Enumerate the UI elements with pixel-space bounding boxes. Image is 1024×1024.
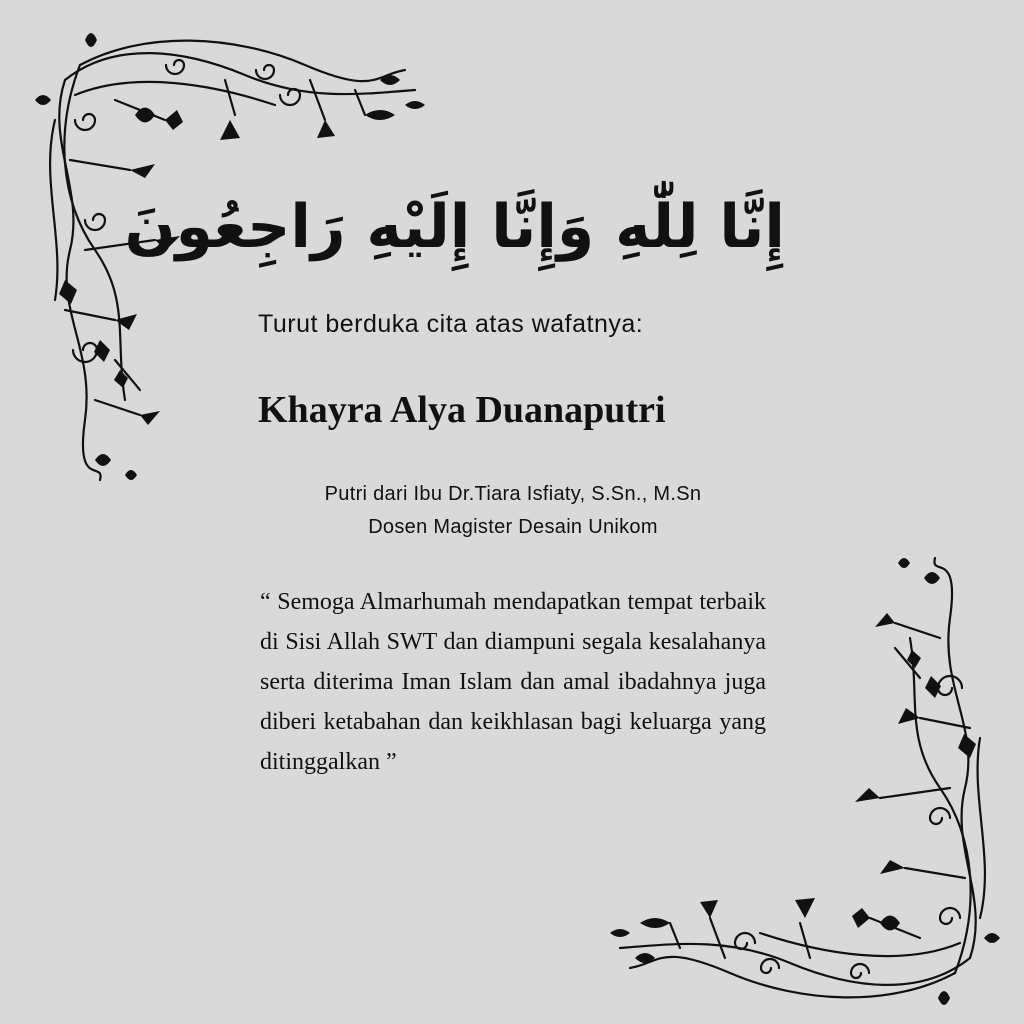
relation-block bbox=[258, 478, 768, 544]
condolence-lead-text: Turut berduka cita atas wafatnya: bbox=[258, 310, 644, 338]
arabic-verse: إِنَّا لِلّٰهِ وَإِنَّا إِلَيْهِ رَاجِعُونَ bbox=[124, 192, 785, 262]
deceased-name: Khayra Alya Duanaputri bbox=[258, 389, 666, 431]
prayer-text: “ Semoga Almarhumah mendapatkan tempat terbaik di Sisi Allah SWT dan diampuni segala kesalahanya serta diterima Iman Islam dan amal ibadahnya juga diberi ketabahan dan keikhlasan bagi keluarga yang ditinggalkan ” bbox=[260, 589, 766, 775]
relation-line-2: Dosen Magister Desain Unikom bbox=[368, 516, 658, 538]
relation-line-1: Putri dari Ibu Dr.Tiara Isfiaty, S.Sn., M.Sn bbox=[324, 483, 702, 505]
